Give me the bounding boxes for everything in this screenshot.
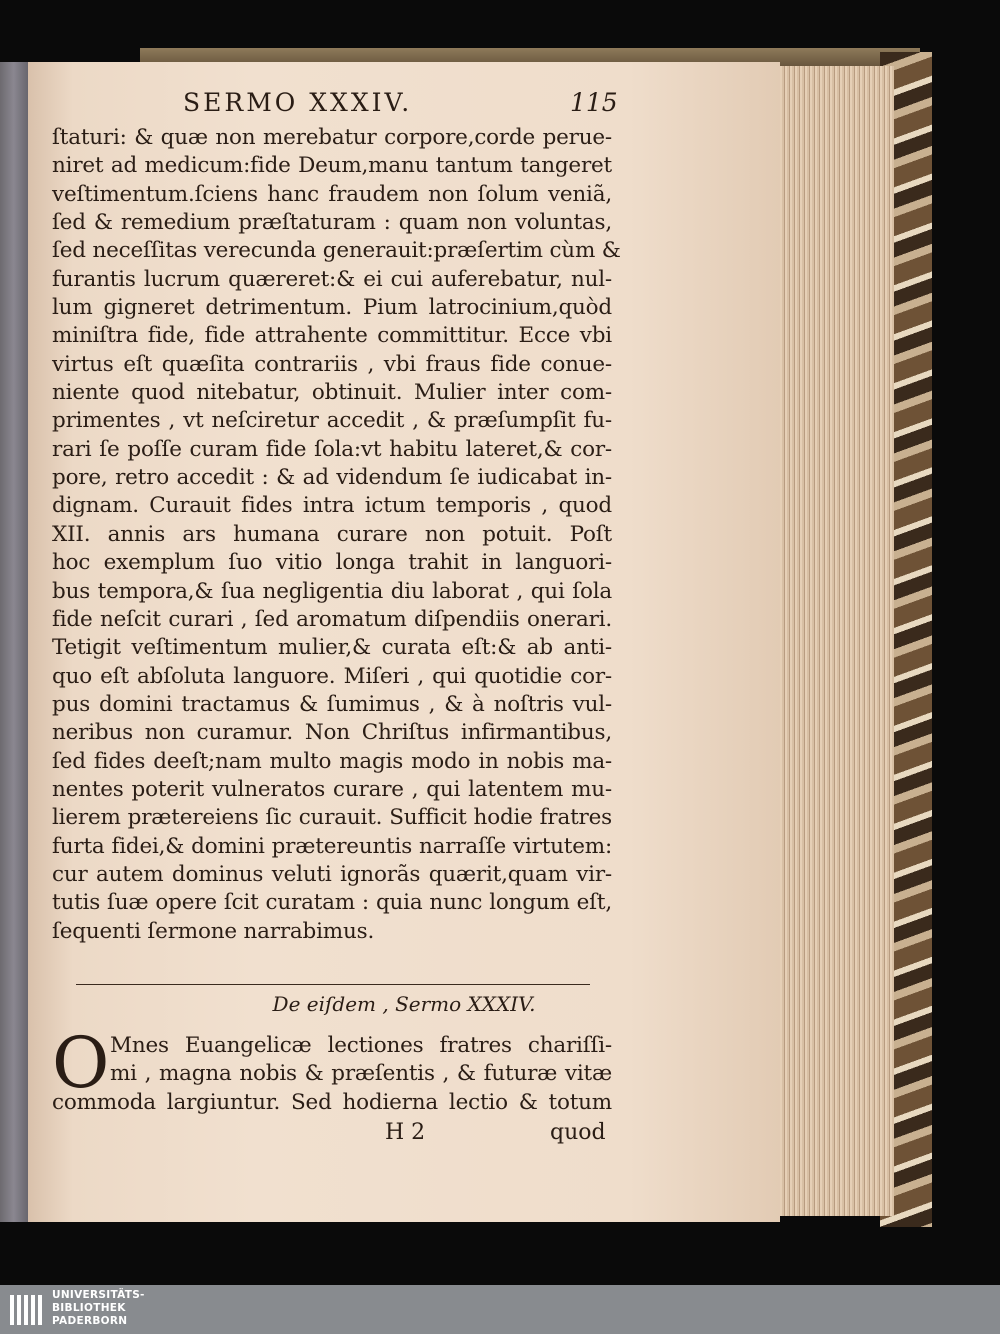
text-line: tutis ſuæ opere ſcit curatam : quia nunc longum eſt, (52, 890, 612, 916)
text-line: commoda largiuntur. Sed hodierna lectio & totum (52, 1089, 612, 1115)
drop-initial: O (52, 1022, 110, 1104)
running-head (28, 88, 780, 120)
library-name-line: BIBLIOTHEK (52, 1302, 126, 1314)
text-line: virtus eſt quæſita contrariis , vbi fraus fide conue- (52, 351, 612, 377)
text-line: miniſtra fide, fide attrahente committitur. Ecce vbi (52, 323, 612, 349)
library-name-line: PADERBORN (52, 1315, 128, 1327)
book-page (28, 62, 780, 1222)
text-line: dignam. Curauit fides intra ictum temporis , quod (52, 493, 612, 519)
text-line: bus tempora,& ſua negligentia diu laborat , qui ſola (52, 578, 612, 604)
text-line: XII. annis ars humana curare non potuit. Poſt (52, 521, 612, 547)
text-line: pus domini tractamus & ſumimus , & à noſtris vul- (52, 691, 612, 717)
text-line: ſtaturi: & quæ non merebatur corpore,corde perue- (52, 125, 612, 150)
library-name (52, 1289, 145, 1328)
page-number: 115 (570, 88, 618, 117)
text-line: veſtimentum.ſciens hanc fraudem non ſolum veniã, (52, 181, 612, 207)
text-line: hoc exemplum ſuo vitio longa trahit in languori- (52, 550, 612, 576)
footer-bar (0, 1285, 1000, 1334)
library-name-line: UNIVERSITÄTS- (52, 1289, 145, 1301)
running-title: SERMO XXXIV. (183, 88, 413, 117)
text-line: ſed fides deeſt;nam multo magis modo in nobis ma- (52, 748, 612, 774)
text-line: furta fidei,& domini prætereuntis narraſſe virtutem: (52, 833, 612, 859)
text-line: cur autem dominus veluti ignorãs quærit,quam vir- (52, 861, 612, 887)
body-text (52, 124, 621, 946)
text-line: mi , magna nobis & præſentis , & futuræ vitæ (110, 1061, 612, 1087)
section-heading: De eiſdem , Sermo XXXIV. (272, 992, 536, 1016)
new-sermon-text (52, 1032, 612, 1117)
text-line: fide neſcit curari , ſed aromatum diſpendiis onerari. (52, 606, 612, 632)
catchword: quod (550, 1120, 606, 1145)
text-line: pore, retro accedit : & ad videndum ſe iudicabat in- (52, 465, 612, 491)
library-logo-icon (8, 1291, 44, 1329)
signature-mark: H 2 (385, 1120, 426, 1145)
text-line: Tetigit veſtimentum mulier,& curata eſt:& ab anti- (52, 635, 612, 661)
page-block-edge (772, 66, 894, 1216)
text-line: ſed & remedium præſtaturam : quam non voluntas, (52, 210, 612, 236)
text-line: Mnes Euangelicæ lectiones fratres chariſſi- (110, 1033, 612, 1058)
text-line: furantis lucrum quæreret:& ei cui auferebatur, nul- (52, 266, 612, 292)
text-line: primentes , vt neſciretur accedit , & præſumpſit fu- (52, 408, 612, 434)
text-line: ſed neceſſitas verecunda generauit:præſertim cùm & (52, 238, 621, 264)
text-line: niente quod nitebatur, obtinuit. Mulier inter com- (52, 380, 612, 406)
text-line: niret ad medicum:fide Deum,manu tantum tangeret (52, 153, 612, 179)
text-line: rari ſe poſſe curam fide ſola:vt habitu lateret,& cor- (52, 436, 612, 462)
text-line: lierem prætereiens ſic curauit. Sufficit hodie fratres (52, 805, 612, 831)
signature-row (28, 1120, 780, 1150)
text-line: nentes poterit vulneratos curare , qui latentem mu- (52, 776, 612, 802)
text-line: lum gigneret detrimentum. Pium latrocinium,quòd (52, 295, 612, 321)
text-line: quo eſt abſoluta languore. Miſeri , qui quotidie cor- (52, 663, 612, 689)
section-rule (76, 984, 590, 985)
text-line: neribus non curamur. Non Chriſtus infirmantibus, (52, 720, 612, 746)
text-line-last: ſequenti ſermone narrabimus. (52, 918, 375, 944)
